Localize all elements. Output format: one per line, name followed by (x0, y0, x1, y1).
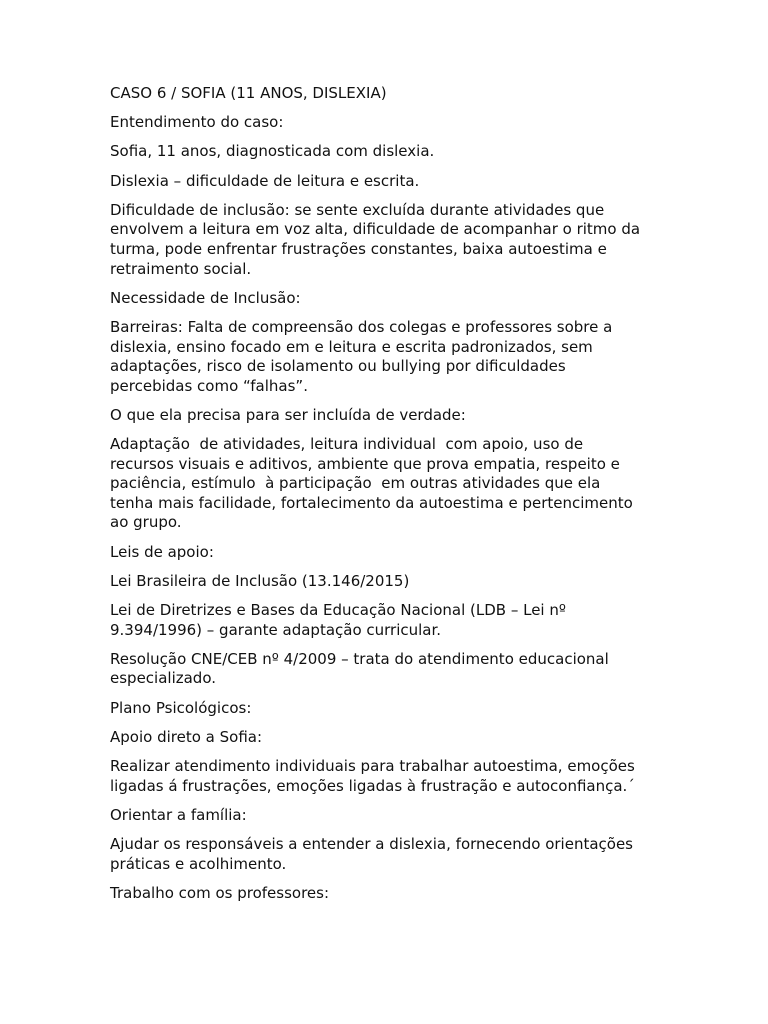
document-paragraph (110, 318, 670, 396)
text-line: especializado. (110, 669, 217, 688)
document-paragraph (110, 113, 670, 133)
document-page (110, 84, 670, 913)
text-line: O que ela precisa para ser incluída de verdade: (110, 405, 466, 424)
text-line: Lei de Diretrizes e Bases da Educação Nacional (LDB – Lei nº (110, 601, 566, 619)
text-line: Adaptação de atividades, leitura individual com apoio, uso de (110, 435, 584, 454)
text-line: Resolução CNE/CEB nº 4/2009 – trata do atendimento educacional (110, 649, 609, 668)
document-paragraph (110, 699, 670, 719)
document-paragraph (110, 289, 670, 309)
text-line: ao grupo. (110, 513, 182, 532)
document-paragraph (110, 172, 670, 192)
text-line: Necessidade de Inclusão: (110, 288, 301, 307)
document-paragraph (110, 757, 670, 796)
text-line: Entendimento do caso: (110, 113, 284, 132)
text-line: Dislexia – dificuldade de leitura e escrita. (110, 171, 420, 190)
text-line: Leis de apoio: (110, 542, 214, 561)
text-line: retraimento social. (110, 259, 252, 278)
text-line: CASO 6 / SOFIA (11 ANOS, DISLEXIA) (110, 84, 387, 102)
text-line: Dificuldade de inclusão: se sente excluída durante atividades que (110, 200, 605, 219)
document-paragraph (110, 543, 670, 563)
document-paragraph (110, 142, 670, 162)
document-paragraph (110, 84, 670, 104)
text-line: Apoio direto a Sofia: (110, 727, 263, 746)
text-line: adaptações, risco de isolamento ou bullying por dificuldades (110, 357, 566, 376)
document-paragraph (110, 406, 670, 426)
text-line: Lei Brasileira de Inclusão (13.146/2015) (110, 571, 410, 590)
document-paragraph (110, 650, 670, 689)
document-paragraph (110, 806, 670, 826)
text-line: Orientar a família: (110, 805, 247, 824)
text-line: práticas e acolhimento. (110, 854, 287, 873)
document-paragraph (110, 435, 670, 533)
text-line: ligadas á frustrações, emoções ligadas à frustração e autoconfiança.´ (110, 776, 635, 795)
text-line: Realizar atendimento individuais para trabalhar autoestima, emoções (110, 756, 635, 775)
text-line: percebidas como “falhas”. (110, 376, 308, 395)
text-line: Ajudar os responsáveis a entender a dislexia, fornecendo orientações (110, 834, 633, 853)
text-line: tenha mais facilidade, fortalecimento da autoestima e pertencimento (110, 493, 633, 512)
document-paragraph (110, 728, 670, 748)
text-line: recursos visuais e aditivos, ambiente que prova empatia, respeito e (110, 454, 620, 473)
text-line: envolvem a leitura em voz alta, dificuldade de acompanhar o ritmo da (110, 220, 641, 239)
text-line: dislexia, ensino focado em e leitura e escrita padronizados, sem (110, 337, 593, 356)
text-line: Plano Psicológicos: (110, 698, 252, 717)
text-line: 9.394/1996) – garante adaptação curricular. (110, 620, 442, 639)
text-line: Trabalho com os professores: (110, 883, 330, 902)
text-line: Sofia, 11 anos, diagnosticada com dislexia. (110, 142, 435, 161)
document-paragraph (110, 884, 670, 904)
document-paragraph (110, 835, 670, 874)
text-line: paciência, estímulo à participação em outras atividades que ela (110, 474, 601, 493)
document-paragraph (110, 572, 670, 592)
document-paragraph (110, 201, 670, 279)
text-line: Barreiras: Falta de compreensão dos colegas e professores sobre a (110, 317, 613, 336)
document-paragraph (110, 601, 670, 640)
text-line: turma, pode enfrentar frustrações constantes, baixa autoestima e (110, 239, 607, 258)
